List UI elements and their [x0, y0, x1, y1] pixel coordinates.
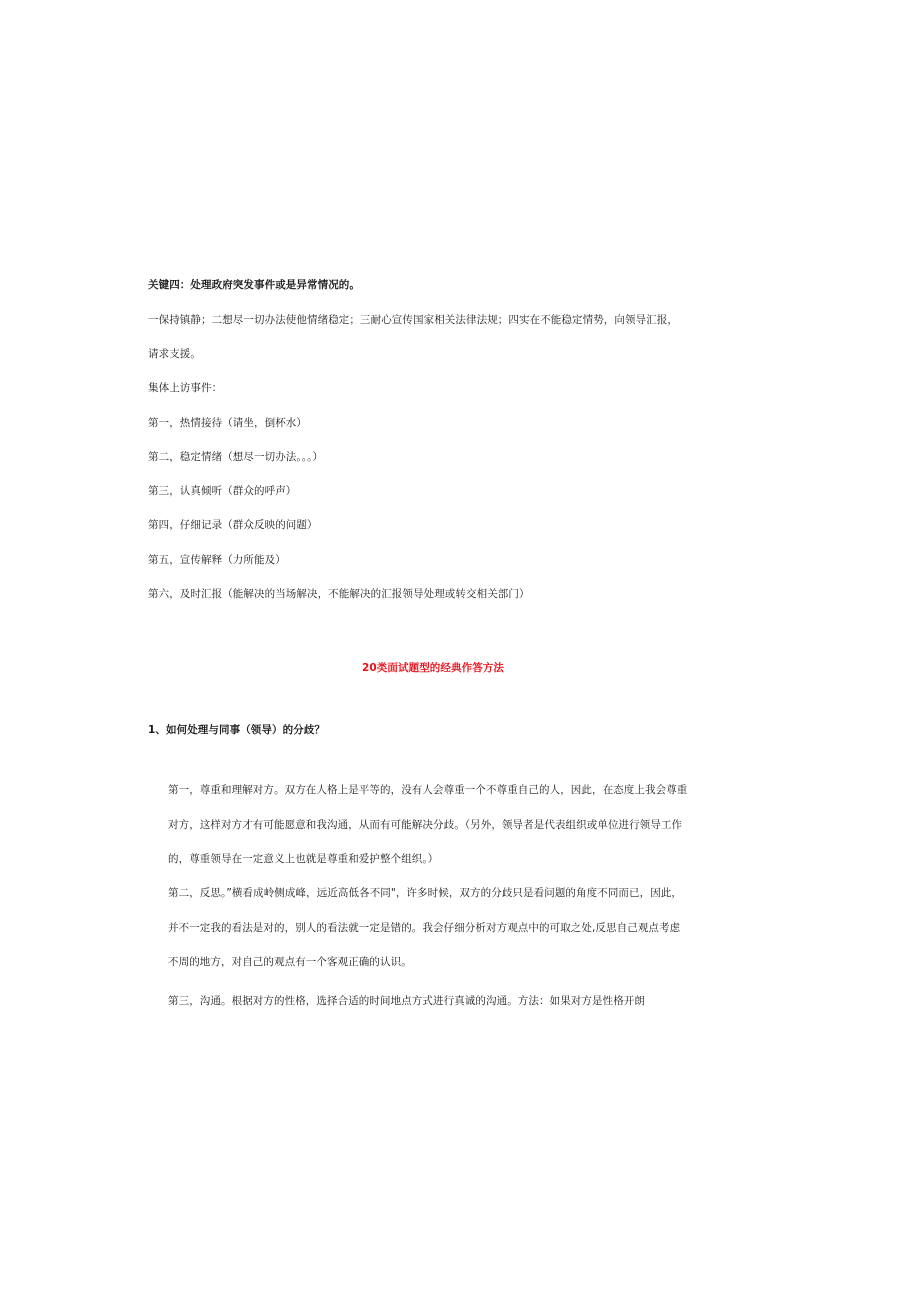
section-heading: 关键四：处理政府突发事件或是异常情况的。: [148, 279, 360, 291]
paragraph-line: 集体上访事件：: [148, 382, 223, 394]
paragraph-line: 请求支援。: [148, 348, 201, 360]
paragraph-line: 第二，反思。”横看成岭侧成峰，远近高低各不同"，许多时候，双方的分歧只是看问题的角度不同而已，因此，: [168, 887, 683, 899]
paragraph-line: 第一，尊重和理解对方。双方在人格上是平等的，没有人会尊重一个不尊重自己的人，因此，在态度上我会尊重: [168, 784, 688, 796]
list-item: 第五，宣传解释（力所能及）: [148, 554, 286, 566]
question-heading: 1、如何处理与同事（领导）的分歧？: [148, 724, 326, 736]
paragraph-line: 第三，沟通。根据对方的性格，选择合适的时间地点方式进行真诚的沟通。方法：如果对方是性格开朗: [168, 995, 645, 1007]
paragraph-line: 并不一定我的看法是对的，别人的看法就一定是错的。我会仔细分析对方观点中的可取之处,反思自己观点考虑: [168, 922, 681, 934]
paragraph-line: 对方，这样对方才有可能愿意和我沟通，从而有可能解决分歧。（另外，领导者是代表组织或单位进行领导工作: [168, 819, 683, 831]
article-title: 20类面试题型的经典作答方法: [361, 662, 504, 674]
list-item: 第四，仔细记录（群众反映的问题）: [148, 519, 318, 531]
paragraph-line: 的，尊重领导在一定意义上也就是尊重和爱护整个组织。）: [168, 853, 439, 865]
list-item: 第二，稳定情绪（想尽一切办法。。。）: [148, 451, 324, 463]
list-item: 第一，热情接待（请坐，倒杯水）: [148, 417, 307, 429]
list-item: 第三，认真倾听（群众的呼声）: [148, 485, 297, 497]
paragraph-line: 一保持镇静；二想尽一切办法使他情绪稳定；三耐心宣传国家相关法律法规；四实在不能稳定情势，向领导汇报，: [148, 314, 678, 326]
paragraph-line: 不周的地方，对自己的观点有一个客观正确的认识。: [168, 956, 412, 968]
list-item: 第六，及时汇报（能解决的当场解决，不能解决的汇报领导处理或转交相关部门）: [148, 588, 530, 600]
